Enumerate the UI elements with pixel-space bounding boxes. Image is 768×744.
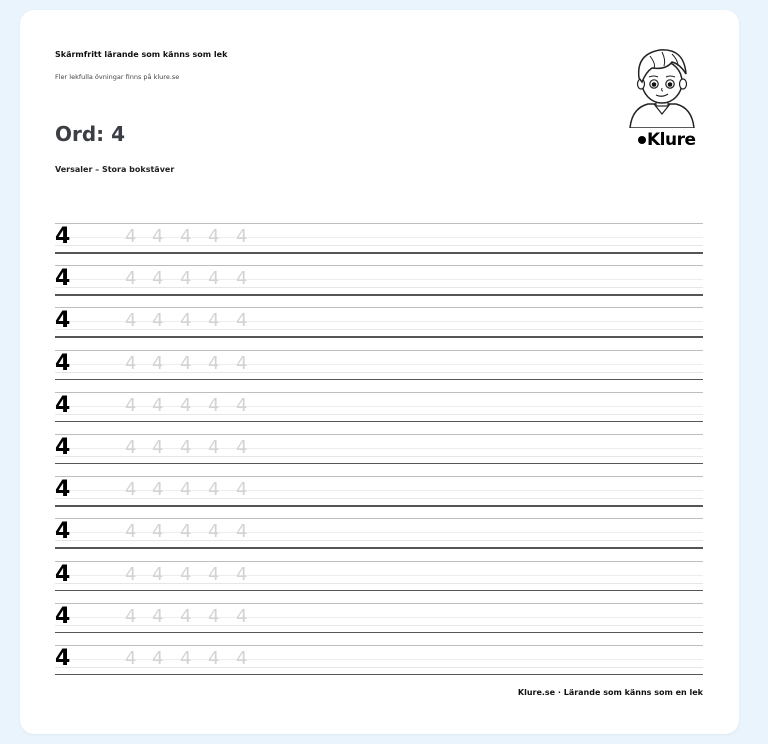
trace-character: 4 <box>208 479 220 501</box>
trace-character: 4 <box>125 352 137 374</box>
guide-line <box>55 294 703 296</box>
model-character: 4 <box>55 350 71 376</box>
practice-row <box>55 603 703 645</box>
guide-line <box>55 350 703 351</box>
trace-character: 4 <box>236 436 248 458</box>
trace-character: 4 <box>125 605 137 627</box>
trace-character: 4 <box>152 310 164 332</box>
trace-character: 4 <box>208 394 220 416</box>
trace-character: 4 <box>125 647 137 669</box>
trace-character: 4 <box>180 436 192 458</box>
guide-line <box>55 379 703 381</box>
guide-line <box>55 505 703 507</box>
footer: Klure.se · Lärande som känns som en lek <box>517 688 703 697</box>
guide-line <box>55 463 703 465</box>
guide-line <box>55 632 703 634</box>
trace-character: 4 <box>180 521 192 543</box>
trace-character: 4 <box>208 563 220 585</box>
trace-character: 4 <box>125 521 137 543</box>
trace-character: 4 <box>180 268 192 290</box>
practice-row <box>55 561 703 603</box>
guide-line <box>55 223 703 224</box>
trace-character: 4 <box>208 647 220 669</box>
trace-character: 4 <box>236 479 248 501</box>
practice-row <box>55 434 703 476</box>
guide-line <box>55 307 703 308</box>
model-character: 4 <box>55 645 71 671</box>
worksheet <box>20 10 739 734</box>
trace-character: 4 <box>152 479 164 501</box>
trace-character: 4 <box>152 268 164 290</box>
trace-character: 4 <box>152 352 164 374</box>
trace-character: 4 <box>125 436 137 458</box>
trace-character: 4 <box>125 563 137 585</box>
guide-line <box>55 645 703 646</box>
trace-character: 4 <box>180 394 192 416</box>
trace-character: 4 <box>125 310 137 332</box>
guide-line <box>55 252 703 254</box>
practice-row <box>55 265 703 307</box>
guide-line <box>55 518 703 519</box>
trace-character: 4 <box>180 310 192 332</box>
trace-character: 4 <box>236 563 248 585</box>
model-character: 4 <box>55 308 71 334</box>
guide-line <box>55 434 703 435</box>
trace-character: 4 <box>236 647 248 669</box>
trace-character: 4 <box>236 268 248 290</box>
trace-character: 4 <box>208 268 220 290</box>
model-character: 4 <box>55 224 71 249</box>
trace-character: 4 <box>236 310 248 332</box>
trace-character: 4 <box>125 226 137 247</box>
child-mascot-icon <box>622 42 702 128</box>
practice-rows <box>55 223 703 687</box>
logo-dot-icon <box>638 136 646 144</box>
trace-character: 4 <box>208 436 220 458</box>
guide-line <box>55 674 703 676</box>
practice-row <box>55 223 703 265</box>
model-character: 4 <box>55 266 71 292</box>
trace-character: 4 <box>152 394 164 416</box>
practice-row <box>55 350 703 392</box>
trace-character: 4 <box>152 521 164 543</box>
trace-character: 4 <box>180 605 192 627</box>
trace-character: 4 <box>208 605 220 627</box>
practice-row <box>55 645 703 687</box>
brand-logo: Klure <box>638 130 696 150</box>
trace-character: 4 <box>125 479 137 501</box>
trace-character: 4 <box>152 226 164 247</box>
page-subtitle: Versaler – Stora bokstäver <box>55 165 175 174</box>
trace-character: 4 <box>236 605 248 627</box>
trace-character: 4 <box>152 563 164 585</box>
model-character: 4 <box>55 477 71 503</box>
trace-character: 4 <box>208 310 220 332</box>
practice-row <box>55 476 703 518</box>
tagline: Skärmfritt lärande som känns som lek <box>55 50 228 59</box>
guide-line <box>55 590 703 592</box>
model-character: 4 <box>55 561 71 587</box>
guide-line <box>55 392 703 393</box>
guide-line <box>55 421 703 423</box>
trace-character: 4 <box>180 563 192 585</box>
trace-character: 4 <box>125 268 137 290</box>
practice-row <box>55 392 703 434</box>
trace-character: 4 <box>236 394 248 416</box>
guide-line <box>55 265 703 266</box>
trace-character: 4 <box>152 605 164 627</box>
trace-character: 4 <box>180 647 192 669</box>
trace-character: 4 <box>208 352 220 374</box>
model-character: 4 <box>55 434 71 460</box>
model-character: 4 <box>55 603 71 629</box>
trace-character: 4 <box>180 479 192 501</box>
subline: Fler lekfulla övningar finns på klure.se <box>55 73 180 81</box>
page-title: Ord: 4 <box>55 122 126 146</box>
trace-character: 4 <box>152 436 164 458</box>
trace-character: 4 <box>180 352 192 374</box>
trace-character: 4 <box>208 521 220 543</box>
trace-character: 4 <box>236 352 248 374</box>
trace-character: 4 <box>180 226 192 247</box>
guide-line <box>55 547 703 549</box>
guide-line <box>55 561 703 562</box>
guide-line <box>55 603 703 604</box>
trace-character: 4 <box>236 226 248 247</box>
trace-character: 4 <box>236 521 248 543</box>
guide-line <box>55 336 703 338</box>
trace-character: 4 <box>125 394 137 416</box>
trace-character: 4 <box>152 647 164 669</box>
model-character: 4 <box>55 519 71 545</box>
model-character: 4 <box>55 392 71 418</box>
practice-row <box>55 518 703 560</box>
guide-line <box>55 476 703 477</box>
practice-row <box>55 307 703 349</box>
trace-character: 4 <box>208 226 220 247</box>
